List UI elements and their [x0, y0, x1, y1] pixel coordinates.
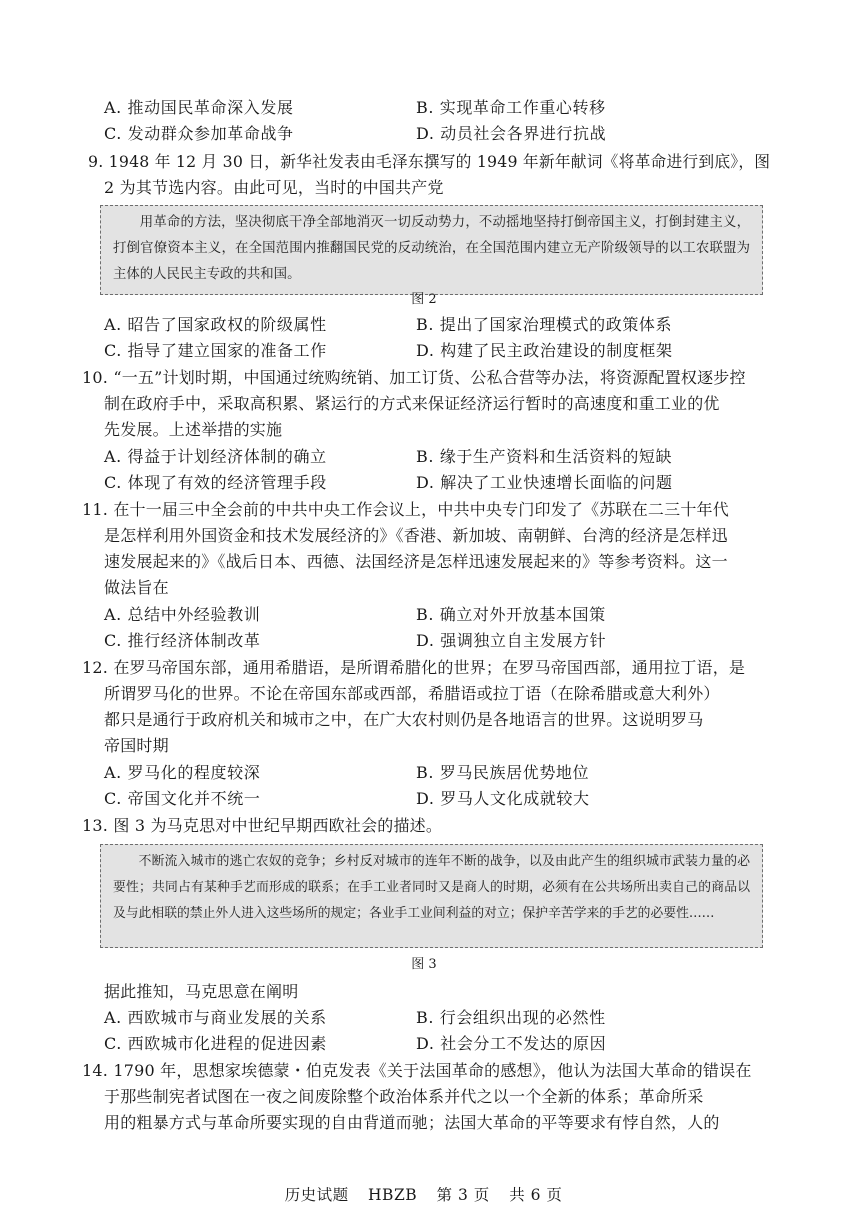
q14-stem-line-1: 14. 1790 年，思想家埃德蒙・伯克发表《关于法国革命的感想》，他认为法国大革命的错误在 — [82, 1061, 752, 1080]
q12-option-d[interactable]: D. 罗马人文化成就较大 — [416, 789, 590, 808]
footer-subject: 历史试题 — [284, 1186, 349, 1204]
q11-option-b[interactable]: B. 确立对外开放基本国策 — [416, 605, 606, 624]
q13-option-b[interactable]: B. 行会组织出现的必然性 — [416, 1008, 606, 1027]
page-footer — [0, 1184, 847, 1206]
q14-stem-line-3: 用的粗暴方式与革命所要实现的自由背道而驰；法国大革命的平等要求有悖自然，人的 — [104, 1113, 720, 1132]
q11-stem-line-3: 速发展起来的》《战后日本、西德、法国经济是怎样迅速发展起来的》等参考资料。这一 — [104, 552, 728, 571]
q11-stem-line-1: 11. 在十一届三中全会前的中共中央工作会议上，中共中央专门印发了《苏联在二三十年代 — [82, 500, 729, 519]
q9-quote-box: 用革命的方法，坚决彻底干净全部地消灭一切反动势力，不动摇地坚持打倒帝国主义，打倒封建主义，打倒官僚资本主义，在全国范围内推翻国民党的反动统治，在全国范围内建立无产阶级领导的以工农联盟为主体的人民民主专政的共和国。 — [100, 205, 763, 295]
q10-stem-line-2: 制在政府手中，采取高积累、紧运行的方式来保证经济运行暂时的高速度和重工业的优 — [104, 394, 720, 413]
figure-3-caption: 图 3 — [411, 957, 437, 972]
q10-option-b[interactable]: B. 缘于生产资料和生活资料的短缺 — [416, 447, 673, 466]
q11-option-d[interactable]: D. 强调独立自主发展方针 — [416, 631, 607, 650]
q9-stem-line-2: 2 为其节选内容。由此可见，当时的中国共产党 — [104, 178, 444, 197]
q9-option-a[interactable]: A. 昭告了国家政权的阶级属性 — [104, 315, 327, 334]
q13-stem-after: 据此推知，马克思意在阐明 — [104, 982, 299, 1001]
q11-option-a[interactable]: A. 总结中外经验教训 — [104, 605, 261, 624]
q10-option-d[interactable]: D. 解决了工业快速增长面临的问题 — [416, 473, 673, 492]
q12-stem-line-4: 帝国时期 — [104, 736, 169, 755]
q12-stem-line-1: 12. 在罗马帝国东部，通用希腊语，是所谓希腊化的世界；在罗马帝国西部，通用拉丁语，是 — [82, 658, 746, 677]
q9-stem-line-1: 9. 1948 年 12 月 30 日，新华社发表由毛泽东撰写的 1949 年新年献词《将革命进行到底》，图 — [88, 152, 771, 171]
q9-option-d[interactable]: D. 构建了民主政治建设的制度框架 — [416, 341, 673, 360]
q8-option-d[interactable]: D. 动员社会各界进行抗战 — [416, 124, 607, 143]
q10-option-c[interactable]: C. 体现了有效的经济管理手段 — [104, 473, 327, 492]
q12-stem-line-2: 所谓罗马化的世界。不论在帝国东部或西部，希腊语或拉丁语（在除希腊或意大利外） — [104, 684, 720, 703]
q12-stem-line-3: 都只是通行于政府机关和城市之中，在广大农村则仍是各地语言的世界。这说明罗马 — [104, 710, 704, 729]
q13-quote-box: 不断流入城市的逃亡农奴的竞争；乡村反对城市的连年不断的战争，以及由此产生的组织城市武装力量的必要性；共同占有某种手艺而形成的联系；在手工业者同时又是商人的时期，必须有在公共场所出卖自己的商品以及与此相联的禁止外人进入这些场所的规定；各业手工业间利益的对立；保护辛苦学来的手艺的必要性…… — [100, 844, 763, 948]
q8-option-b[interactable]: B. 实现革命工作重心转移 — [416, 98, 606, 117]
q8-option-c[interactable]: C. 发动群众参加革命战争 — [104, 124, 294, 143]
footer-page: 第 3 页 — [436, 1186, 490, 1204]
q14-stem-line-2: 于那些制宪者试图在一夜之间废除整个政治体系并代之以一个全新的体系；革命所采 — [104, 1087, 704, 1106]
footer-code: HBZB — [368, 1186, 418, 1204]
q12-option-a[interactable]: A. 罗马化的程度较深 — [104, 763, 261, 782]
q11-stem-line-4: 做法旨在 — [104, 578, 169, 597]
q11-stem-line-2: 是怎样利用外国资金和技术发展经济的》《香港、新加坡、南朝鲜、台湾的经济是怎样迅 — [104, 526, 728, 545]
q12-option-c[interactable]: C. 帝国文化并不统一 — [104, 789, 261, 808]
q8-option-a[interactable]: A. 推动国民革命深入发展 — [104, 98, 294, 117]
q11-option-c[interactable]: C. 推行经济体制改革 — [104, 631, 261, 650]
footer-total: 共 6 页 — [509, 1186, 563, 1204]
q10-stem-line-3: 先发展。上述举措的实施 — [104, 420, 283, 439]
q10-option-a[interactable]: A. 得益于计划经济体制的确立 — [104, 447, 327, 466]
q12-option-b[interactable]: B. 罗马民族居优势地位 — [416, 763, 590, 782]
q13-option-a[interactable]: A. 西欧城市与商业发展的关系 — [104, 1008, 327, 1027]
q13-option-d[interactable]: D. 社会分工不发达的原因 — [416, 1034, 607, 1053]
q13-stem-line-1: 13. 图 3 为马克思对中世纪早期西欧社会的描述。 — [82, 816, 443, 835]
figure-2-caption: 图 2 — [411, 292, 437, 307]
q9-option-b[interactable]: B. 提出了国家治理模式的政策体系 — [416, 315, 673, 334]
q10-stem-line-1: 10. “一五”计划时期，中国通过统购统销、加工订货、公私合营等办法，将资源配置权逐步控 — [82, 368, 746, 387]
q13-option-c[interactable]: C. 西欧城市化进程的促进因素 — [104, 1034, 327, 1053]
q9-option-c[interactable]: C. 指导了建立国家的准备工作 — [104, 341, 327, 360]
